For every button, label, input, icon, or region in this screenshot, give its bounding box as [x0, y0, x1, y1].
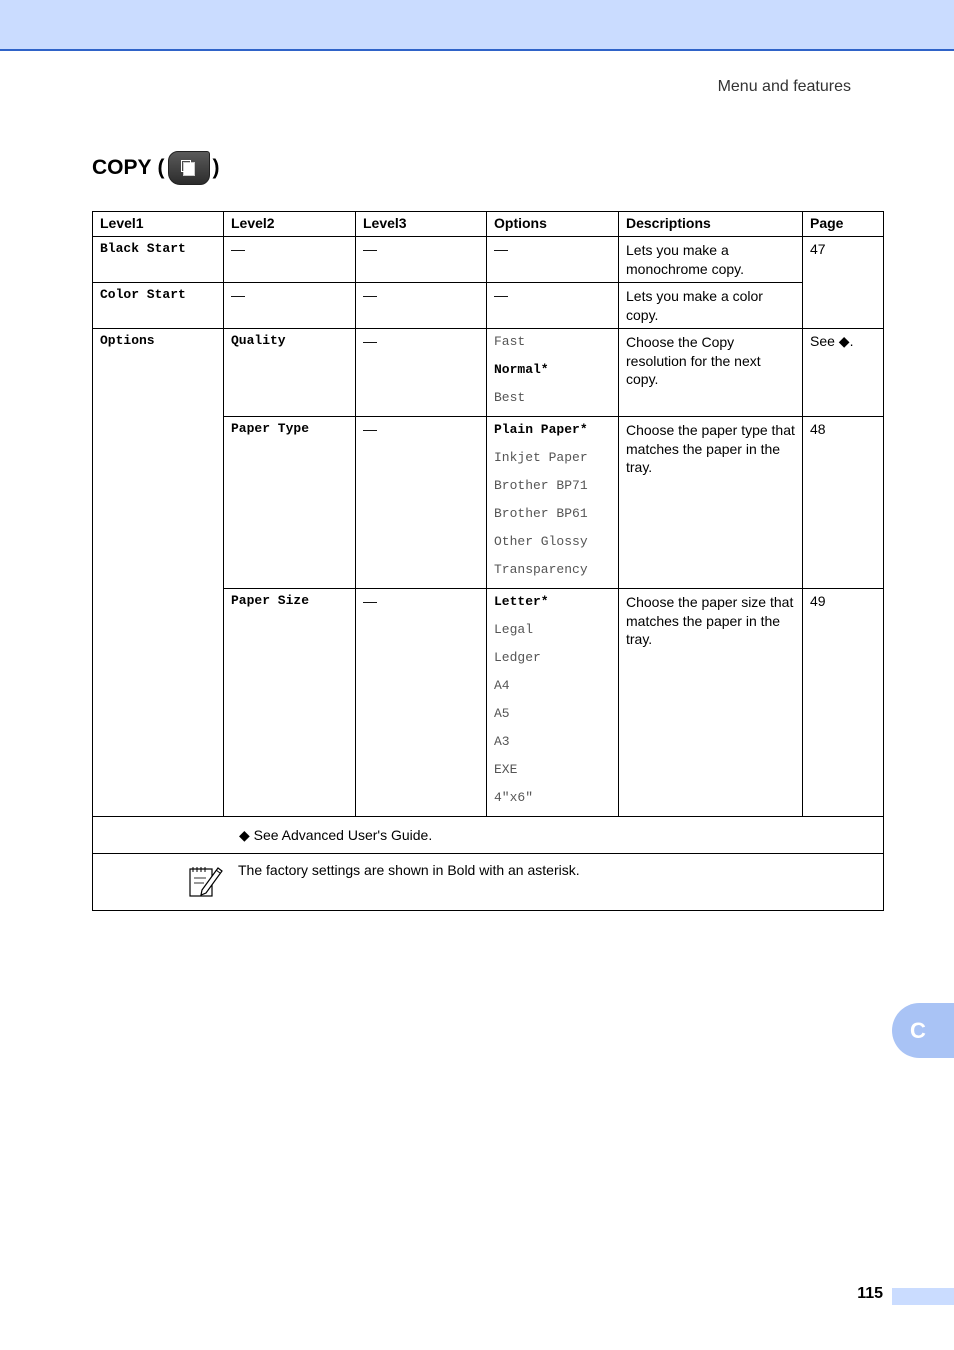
table-row: [93, 329, 884, 417]
cell-dash: —: [356, 329, 487, 417]
cell-black-start: Black Start: [93, 237, 224, 283]
chapter-tab: [892, 1003, 954, 1058]
cell-color-start: Color Start: [93, 283, 224, 329]
cell-page: 48: [803, 417, 884, 589]
header-options: Options: [487, 212, 619, 237]
option-item: 4"x6": [494, 790, 534, 805]
header-descriptions: Descriptions: [619, 212, 803, 237]
header-band: [0, 0, 954, 51]
header-level3: Level3: [356, 212, 487, 237]
option-item: Legal: [494, 622, 534, 637]
cell-paper-type: Paper Type: [224, 417, 356, 589]
legend-text: ◆ See Advanced User's Guide.: [239, 827, 433, 843]
option-item: Transparency: [494, 562, 588, 577]
option-item: A3: [494, 734, 510, 749]
page-number: 115: [857, 1285, 883, 1302]
cell-paper-type-options: [487, 417, 619, 589]
factory-note-row: [93, 854, 884, 911]
legend-row: [93, 817, 884, 854]
running-title: Menu and features: [717, 78, 851, 95]
cell-quality-options: [487, 329, 619, 417]
cell-quality: Quality: [224, 329, 356, 417]
cell-page: 49: [803, 589, 884, 817]
copy-key-icon: [168, 151, 210, 185]
option-item: Inkjet Paper: [494, 450, 588, 465]
chapter-tab-label: C: [910, 1017, 926, 1043]
cell-options: Options: [93, 329, 224, 817]
option-item: Brother BP71: [494, 478, 588, 493]
cell-dash: —: [224, 283, 356, 329]
option-item-default: Normal*: [494, 362, 549, 377]
cell-dash: —: [356, 283, 487, 329]
option-item: Brother BP61: [494, 506, 588, 521]
table-row: [93, 237, 884, 283]
table-header-row: [93, 212, 884, 237]
cell-dash: —: [356, 589, 487, 817]
cell-dash: —: [487, 283, 619, 329]
cell-description: Choose the paper type that matches the paper in the tray.: [619, 417, 803, 589]
option-item: Ledger: [494, 650, 541, 665]
cell-paper-size-options: [487, 589, 619, 817]
header-level2: Level2: [224, 212, 356, 237]
header-level1: Level1: [93, 212, 224, 237]
cell-dash: —: [356, 237, 487, 283]
option-item: A4: [494, 678, 510, 693]
close-paren: ): [212, 156, 220, 179]
cell-description: Lets you make a monochrome copy.: [619, 237, 803, 283]
cell-description: Choose the paper size that matches the paper in the tray.: [619, 589, 803, 817]
option-item-default: Letter*: [494, 594, 549, 609]
memo-pencil-icon: [188, 864, 224, 898]
cell-page: See ◆.: [803, 329, 884, 417]
cell-description: Lets you make a color copy.: [619, 283, 803, 329]
option-item: Fast: [494, 334, 526, 349]
header-page: Page: [803, 212, 884, 237]
cell-dash: —: [356, 417, 487, 589]
option-item: Best: [494, 390, 526, 405]
cell-paper-size: Paper Size: [224, 589, 356, 817]
option-item-default: Plain Paper*: [494, 422, 588, 437]
copy-menu-table: [92, 211, 884, 911]
footer-band: [892, 1288, 954, 1305]
cell-page: 47: [803, 237, 884, 329]
option-item: A5: [494, 706, 510, 721]
table-row: [93, 283, 884, 329]
section-title-text: COPY: [92, 156, 152, 179]
cell-description: Choose the Copy resolution for the next copy.: [619, 329, 803, 417]
section-title: [92, 150, 220, 186]
factory-note-text: The factory settings are shown in Bold with an asterisk.: [238, 862, 580, 878]
cell-dash: —: [487, 237, 619, 283]
cell-dash: —: [224, 237, 356, 283]
open-paren: (: [157, 156, 165, 179]
option-item: EXE: [494, 762, 518, 777]
option-item: Other Glossy: [494, 534, 588, 549]
